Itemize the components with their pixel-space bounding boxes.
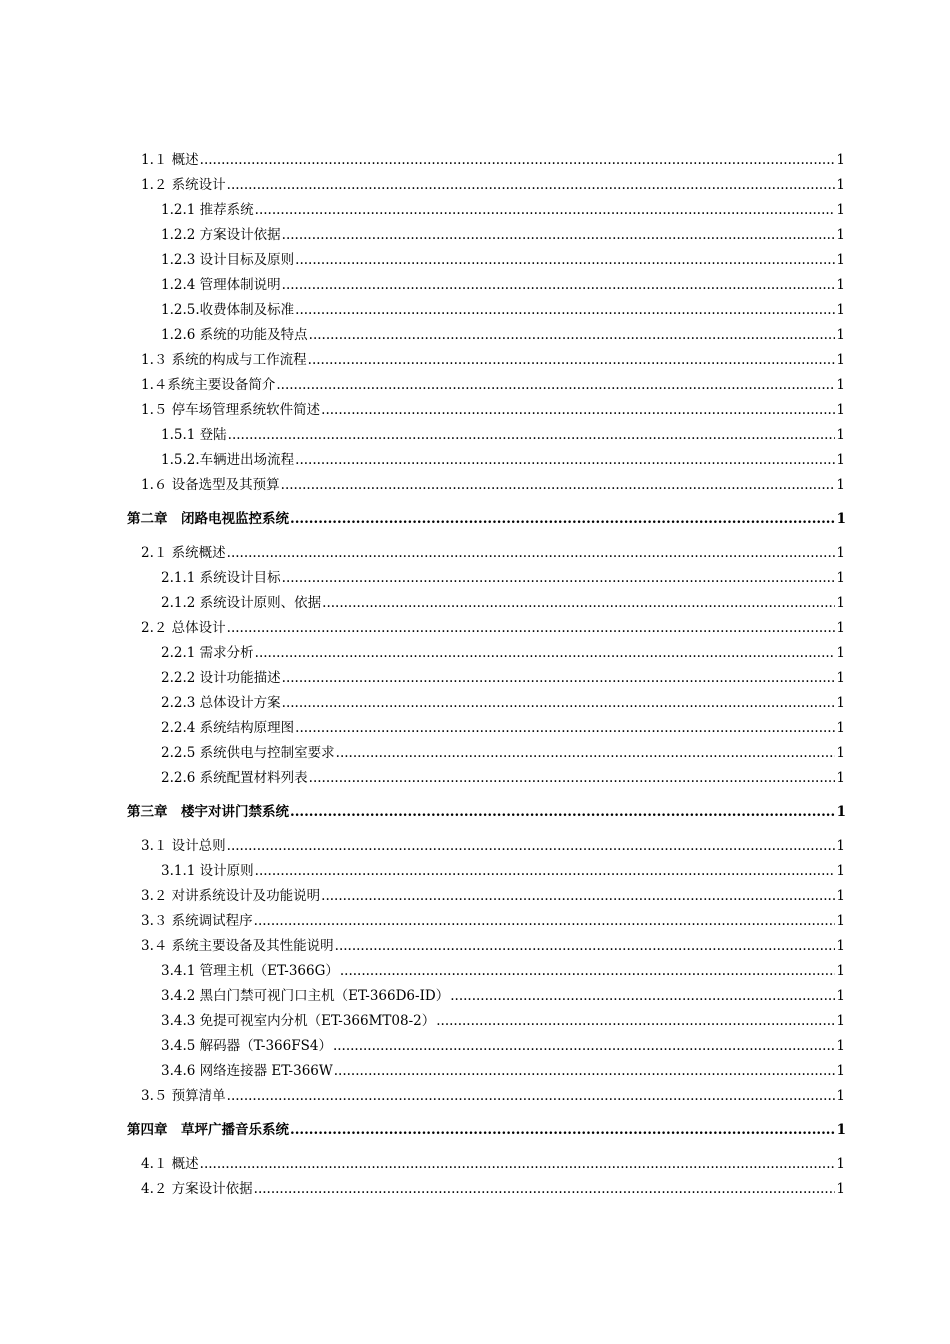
toc-page-number: 1 [836, 1088, 845, 1104]
toc-dot-leader [295, 451, 835, 469]
toc-dot-leader [340, 962, 836, 980]
toc-page-number: 1 [836, 963, 845, 979]
toc-entry-title: 1.2.6 系统的功能及特点 [161, 327, 308, 343]
toc-entry-title: 3.4.5 解码器（T-366FS4） [161, 1038, 332, 1054]
toc-entry-title: 2.2.1 需求分析 [161, 645, 254, 661]
toc-page-number: 1 [836, 620, 845, 636]
toc-entry-title: 3.３ 系统调试程序 [141, 913, 253, 929]
toc-entry-title: 2.2.2 设计功能描述 [161, 670, 281, 686]
toc-chapter-entry[interactable] [127, 803, 846, 821]
toc-entry-title: 1.5.1 登陆 [161, 427, 227, 443]
toc-dot-leader [295, 251, 835, 269]
toc-page-number: 1 [836, 720, 845, 736]
toc-entry-title: 2.１ 系统概述 [141, 545, 226, 561]
toc-entry[interactable] [141, 1087, 845, 1105]
toc-entry-title: 2.2.3 总体设计方案 [161, 695, 281, 711]
toc-dot-leader [295, 301, 835, 319]
toc-dot-leader [228, 426, 836, 444]
toc-entry[interactable] [141, 351, 845, 369]
toc-entry-title: 1.１ 概述 [141, 152, 199, 168]
toc-entry-title: 2.2.4 系统结构原理图 [161, 720, 295, 736]
toc-entry[interactable] [141, 837, 845, 855]
toc-entry-title: 2.2.6 系统配置材料列表 [161, 770, 308, 786]
toc-page-number: 1 [836, 1063, 845, 1079]
toc-entry-title: 1.２ 系统设计 [141, 177, 226, 193]
toc-page-number: 1 [836, 1156, 845, 1172]
toc-entry[interactable] [161, 987, 845, 1005]
toc-dot-leader [227, 544, 836, 562]
toc-entry-title: 1.５ 停车场管理系统软件简述 [141, 402, 321, 418]
toc-entry[interactable] [161, 326, 845, 344]
toc-entry-title: 1.2.1 推荐系统 [161, 202, 254, 218]
toc-page-number: 1 [836, 1122, 846, 1138]
toc-entry-title: 1.2.4 管理体制说明 [161, 277, 281, 293]
toc-dot-leader [281, 476, 836, 494]
toc-entry-title: 3.１ 设计总则 [141, 838, 226, 854]
toc-entry[interactable] [161, 1012, 845, 1030]
toc-entry-title: 3.4.6 网络连接器 ET-366W [161, 1063, 333, 1079]
toc-entry[interactable] [161, 962, 845, 980]
toc-entry[interactable] [161, 644, 845, 662]
toc-page-number: 1 [836, 452, 845, 468]
toc-chapter-entry[interactable] [127, 510, 846, 528]
toc-entry-title: 3.５ 预算清单 [141, 1088, 226, 1104]
toc-page-number: 1 [836, 1038, 845, 1054]
toc-entry-title: 1.5.2.车辆进出场流程 [161, 452, 295, 468]
toc-entry[interactable] [141, 1155, 845, 1173]
toc-page-number: 1 [836, 377, 845, 393]
toc-entry-title: 2.1.2 系统设计原则、依据 [161, 595, 322, 611]
toc-dot-leader [255, 201, 836, 219]
toc-entry[interactable] [141, 912, 845, 930]
toc-page-number: 1 [836, 352, 845, 368]
toc-dot-leader [290, 1121, 836, 1139]
toc-entry[interactable] [161, 594, 845, 612]
toc-entry[interactable] [161, 226, 845, 244]
toc-dot-leader [282, 669, 836, 687]
toc-entry-title: 4.１ 概述 [141, 1156, 199, 1172]
toc-entry[interactable] [161, 251, 845, 269]
toc-entry[interactable] [161, 1062, 845, 1080]
toc-entry-title: 2.２ 总体设计 [141, 620, 226, 636]
toc-entry[interactable] [161, 719, 845, 737]
toc-dot-leader [255, 862, 836, 880]
toc-entry[interactable] [161, 201, 845, 219]
toc-entry-title: 1.６ 设备选型及其预算 [141, 477, 280, 493]
toc-dot-leader [322, 594, 835, 612]
toc-page-number: 1 [836, 863, 845, 879]
toc-dot-leader [290, 510, 836, 528]
toc-page-number: 1 [836, 277, 845, 293]
toc-page-number: 1 [836, 327, 845, 343]
toc-entry[interactable] [141, 176, 845, 194]
toc-page-number: 1 [836, 645, 845, 661]
toc-page-number: 1 [836, 670, 845, 686]
toc-dot-leader [200, 151, 836, 169]
toc-entry[interactable] [161, 769, 845, 787]
toc-dot-leader [308, 351, 836, 369]
toc-dot-leader [450, 987, 835, 1005]
toc-page-number: 1 [836, 202, 845, 218]
toc-dot-leader [276, 376, 835, 394]
toc-dot-leader [200, 1155, 836, 1173]
toc-entry[interactable] [161, 301, 845, 319]
toc-entry-title: 3.２ 对讲系统设计及功能说明 [141, 888, 321, 904]
toc-entry-title: 3.4.2 黑白门禁可视门口主机（ET-366D6-ID） [161, 988, 450, 1004]
toc-page-number: 1 [836, 302, 845, 318]
toc-page-number: 1 [836, 1181, 845, 1197]
toc-page-number: 1 [836, 545, 845, 561]
toc-entry[interactable] [141, 151, 845, 169]
toc-dot-leader [333, 1037, 835, 1055]
toc-page-number: 1 [836, 402, 845, 418]
toc-dot-leader [282, 226, 836, 244]
toc-entry-title: 1.2.3 设计目标及原则 [161, 252, 295, 268]
toc-page-number: 1 [836, 152, 845, 168]
toc-chapter-entry[interactable] [127, 1121, 846, 1139]
toc-dot-leader [227, 619, 836, 637]
toc-page-number: 1 [836, 252, 845, 268]
toc-entry[interactable] [161, 862, 845, 880]
toc-entry-title: 1.４系统主要设备简介 [141, 377, 276, 393]
toc-page-number: 1 [836, 477, 845, 493]
toc-page-number: 1 [836, 511, 846, 527]
toc-page-number: 1 [836, 695, 845, 711]
toc-entry[interactable] [141, 544, 845, 562]
toc-page-number: 1 [836, 913, 845, 929]
toc-dot-leader [255, 644, 836, 662]
toc-page-number: 1 [836, 427, 845, 443]
toc-dot-leader [336, 744, 836, 762]
toc-page-number: 1 [836, 988, 845, 1004]
toc-entry-title: 3.4.3 免提可视室内分机（ET-366MT08-2） [161, 1013, 436, 1029]
toc-dot-leader [227, 176, 836, 194]
toc-entry-title: 1.2.5.收费体制及标准 [161, 302, 295, 318]
toc-entry-title: 3.４ 系统主要设备及其性能说明 [141, 938, 334, 954]
toc-page-number: 1 [836, 838, 845, 854]
toc-entry-title: 第三章 楼宇对讲门禁系统 [127, 804, 289, 820]
toc-entry-title: 2.1.1 系统设计目标 [161, 570, 281, 586]
toc-page-number: 1 [836, 770, 845, 786]
toc-entry[interactable] [161, 1037, 845, 1055]
toc-entry[interactable] [161, 426, 845, 444]
toc-dot-leader [321, 887, 835, 905]
toc-page-number: 1 [836, 888, 845, 904]
toc-dot-leader [334, 1062, 836, 1080]
toc-dot-leader [436, 1012, 835, 1030]
toc-entry-title: 3.4.1 管理主机（ET-366G） [161, 963, 339, 979]
toc-entry-title: 1.３ 系统的构成与工作流程 [141, 352, 307, 368]
toc-dot-leader [254, 1180, 836, 1198]
toc-entry-title: 第四章 草坪广播音乐系统 [127, 1122, 289, 1138]
toc-dot-leader [290, 803, 836, 821]
toc-entry[interactable] [161, 569, 845, 587]
toc-dot-leader [282, 569, 836, 587]
toc-entry[interactable] [141, 1180, 845, 1198]
toc-entry[interactable] [141, 619, 845, 637]
toc-page-number: 1 [836, 227, 845, 243]
toc-page-number: 1 [836, 804, 846, 820]
toc-entry[interactable] [161, 276, 845, 294]
toc-entry[interactable] [141, 887, 845, 905]
toc-page-number: 1 [836, 595, 845, 611]
toc-dot-leader [321, 401, 835, 419]
toc-page-number: 1 [836, 745, 845, 761]
toc-dot-leader [282, 276, 836, 294]
toc-page-number: 1 [836, 570, 845, 586]
toc-entry-title: 第二章 闭路电视监控系统 [127, 511, 289, 527]
toc-dot-leader [309, 769, 836, 787]
toc-dot-leader [309, 326, 836, 344]
toc-dot-leader [254, 912, 836, 930]
toc-entry[interactable] [161, 669, 845, 687]
toc-page-number: 1 [836, 938, 845, 954]
toc-dot-leader [335, 937, 836, 955]
toc-dot-leader [227, 1087, 836, 1105]
toc-page-number: 1 [836, 177, 845, 193]
toc-entry-title: 4.２ 方案设计依据 [141, 1181, 253, 1197]
toc-entry[interactable] [161, 451, 845, 469]
toc-entry[interactable] [141, 476, 845, 494]
toc-dot-leader [295, 719, 835, 737]
toc-entry-title: 1.2.2 方案设计依据 [161, 227, 281, 243]
toc-entry[interactable] [141, 937, 845, 955]
toc-entry[interactable] [141, 401, 845, 419]
toc-dot-leader [227, 837, 836, 855]
toc-page-number: 1 [836, 1013, 845, 1029]
toc-entry-title: 2.2.5 系统供电与控制室要求 [161, 745, 335, 761]
toc-dot-leader [282, 694, 836, 712]
toc-entry[interactable] [161, 694, 845, 712]
toc-entry[interactable] [141, 376, 845, 394]
toc-entry[interactable] [161, 744, 845, 762]
toc-entry-title: 3.1.1 设计原则 [161, 863, 254, 879]
